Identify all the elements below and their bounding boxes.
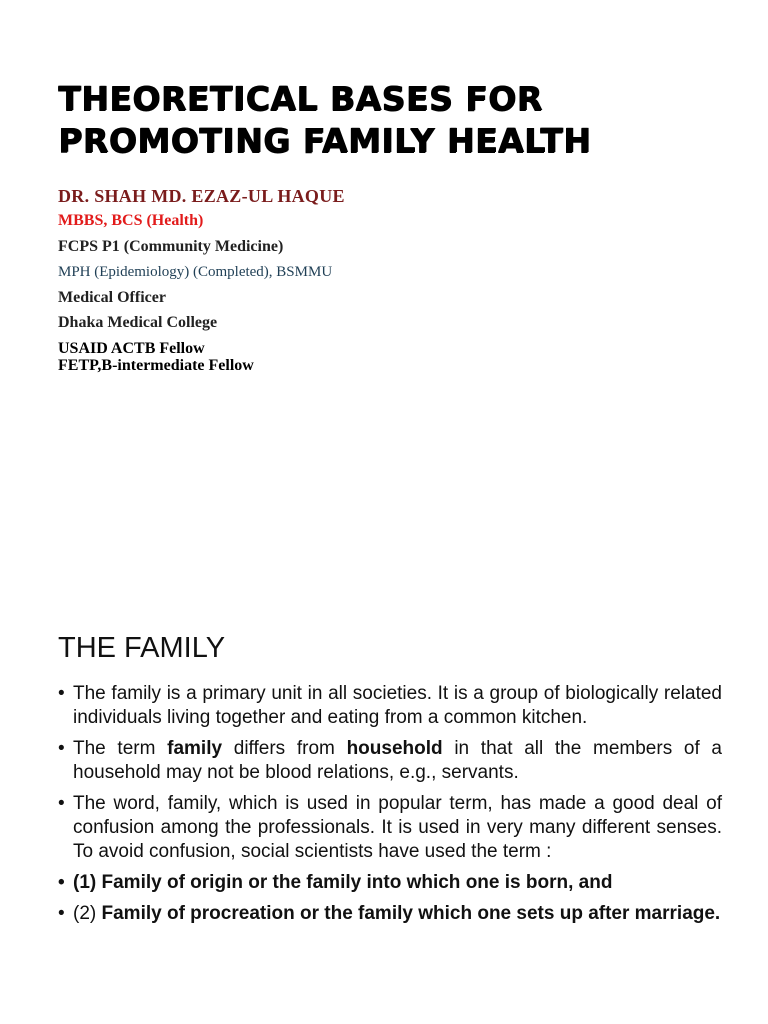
list-item (58, 737, 722, 785)
slide-heading: THE FAMILY (58, 632, 226, 664)
author-institution: Dhaka Medical College (58, 314, 218, 331)
title-line-2: PROMOTING FAMILY HEALTH (58, 121, 592, 160)
bullet-marker: • (58, 793, 65, 814)
author-degree-fcps: FCPS P1 (Community Medicine) (58, 238, 284, 255)
bullet-text: The word, family, which is used in popular term, has made a good deal of confusion among the professionals. It is used in very many different senses. To avoid confusion, social scientists have used the term : (73, 793, 722, 862)
title-line-1: THEORETICAL BASES FOR (58, 79, 543, 118)
bullet-text-part: in that all the members of a household may not be blood relations, e.g., servants. (73, 738, 722, 783)
list-item (58, 792, 722, 864)
author-name: DR. SHAH MD. EZAZ-UL HAQUE (58, 186, 345, 206)
bullet-marker: • (58, 683, 65, 704)
bullet-text: (1) Family of origin or the family into which one is born, and (73, 872, 613, 893)
bold-term-family: family (167, 738, 223, 759)
author-degree-mbbs: MBBS, BCS (Health) (58, 212, 204, 229)
list-item (58, 682, 722, 730)
author-fellowship-fetp: FETP,B-intermediate Fellow (58, 357, 254, 374)
bullet-text: The family is a primary unit in all societies. It is a group of biologically related individuals living together and eating from a common kitchen. (73, 683, 722, 728)
bullet-text-part: (2) (73, 903, 102, 924)
bullet-list (58, 682, 722, 933)
author-fellowship-actb: USAID ACTB Fellow (58, 340, 205, 357)
bullet-marker: • (58, 738, 65, 759)
bold-term-procreation: Family of procreation or the family which one sets up after marriage. (101, 903, 721, 924)
slide-title (58, 78, 738, 162)
author-degree-mph: MPH (Epidemiology) (Completed), BSMMU (58, 264, 333, 280)
bold-term-household: household (346, 738, 443, 759)
list-item (58, 902, 722, 926)
bullet-marker: • (58, 903, 65, 924)
bullet-text-part: The term (73, 738, 168, 759)
bullet-marker: • (58, 872, 65, 893)
bullet-text-part: differs from (222, 738, 347, 759)
list-item (58, 871, 722, 895)
author-position: Medical Officer (58, 289, 166, 306)
family-slide (0, 576, 768, 1024)
